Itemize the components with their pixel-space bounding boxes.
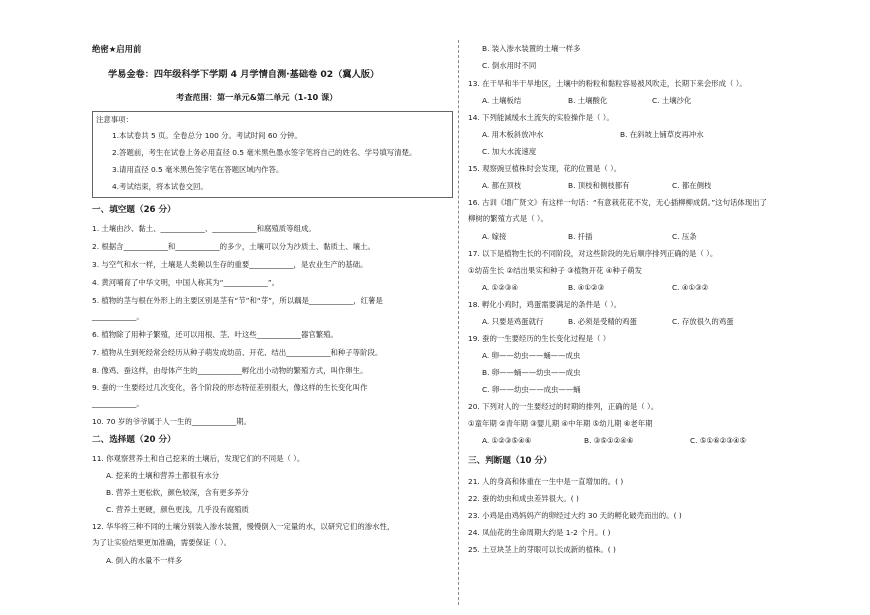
option: A. 都在顶枝 — [482, 181, 522, 190]
notice-item: 3.请用直径 0.5 毫米黑色签字笔在答题区域内作答。 — [112, 165, 284, 174]
question-8: 8. 像鸡、蚕这样，由母体产生的____________孵化出小动物的繁殖方式，叫作卵生。 — [92, 366, 368, 375]
column-divider — [458, 40, 459, 605]
question-17-items: ①幼苗生长 ②结出果实和种子 ③植物开花 ④种子萌发 — [468, 266, 642, 275]
secret-label: 绝密★启用前 — [92, 44, 142, 54]
question-7: 7. 植物从生到死经常会经历从种子萌发成幼苗、开花、结出____________和种子等阶段。 — [92, 348, 383, 357]
option: B. 顶枝和侧枝都有 — [568, 181, 630, 190]
question-20-items: ①童年期 ②青年期 ③婴儿期 ④中年期 ⑤幼儿期 ⑥老年期 — [468, 419, 653, 428]
question-3: 3. 与空气和水一样，土壤是人类赖以生存的重要____________，是农业生产的基础。 — [92, 260, 368, 269]
option: A. ①②③④ — [482, 283, 519, 292]
section-heading: 三、判断题（10 分） — [468, 456, 552, 466]
exam-scope: 考查范围：第一单元&第二单元（1-10 课） — [176, 92, 338, 102]
question-21: 21. 人的身高和体重在一生中是一直增加的。( ) — [468, 477, 624, 486]
question-18: 18. 孵化小鸡时，鸡蛋需要满足的条件是（ ）。 — [468, 300, 622, 309]
question-1: 1. 土壤由沙、黏土、____________、____________和腐殖质等组成。 — [92, 224, 316, 233]
question-9-blank: ____________。 — [92, 399, 144, 408]
option: B. 装入渗水装置的土壤一样多 — [482, 44, 581, 53]
question-10: 10. 70 岁的爷爷属于人一生的____________期。 — [92, 417, 251, 426]
option: A. 嫁接 — [482, 232, 507, 241]
option: A. 倒入的水量不一样多 — [106, 556, 183, 565]
option: A. 卵——幼虫——蛹——成虫 — [482, 351, 581, 360]
question-19: 19. 蚕的一生要经历的生长变化过程是（ ） — [468, 334, 611, 343]
option: A. 挖来的土壤和营养土都很有水分 — [106, 471, 220, 480]
notice-item: 2.答题前，考生在试卷上务必用直径 0.5 毫米黑色墨水签字笔将自己的姓名、学号填写清楚。 — [112, 148, 417, 157]
option: C. 压条 — [672, 232, 697, 241]
option: C. 营养土更硬，颜色更浅，几乎没有腐殖质 — [106, 505, 249, 514]
question-25: 25. 土豆块茎上的芽眼可以长成新的植株。( ) — [468, 545, 616, 554]
option: B. 土壤酸化 — [568, 96, 608, 105]
option: C. 倒水用时不同 — [482, 61, 537, 70]
question-15: 15. 观察豌豆植株时会发现，花的位置是（ ）。 — [468, 164, 622, 173]
question-13: 13. 在干旱和半干旱地区，土壤中的粉粒和黏粒容易被风吹走，长期下来会形成（ ）。 — [468, 79, 747, 88]
question-2: 2. 根据含____________和____________的多少，土壤可以分为沙质土、黏质土、壤土。 — [92, 242, 375, 251]
question-17: 17. 以下是植物生长的不同阶段，对这些阶段的先后顺序排列正确的是（ ）。 — [468, 249, 718, 258]
option: C. 土壤沙化 — [652, 96, 692, 105]
option: C. ④①③② — [672, 283, 709, 292]
question-12-cont: 为了让实验结果更加准确，需要保证（ ）。 — [92, 538, 232, 547]
notice-item: 1.本试卷共 5 页。全卷总分 100 分。考试时间 60 分钟。 — [112, 131, 302, 140]
question-4: 4. 黄河哺育了中华文明，中国人称其为“____________”。 — [92, 278, 280, 287]
option: B. ④①②③ — [568, 283, 605, 292]
question-22: 22. 蚕的幼虫和成虫差异很大。( ) — [468, 494, 579, 503]
option: C. 卵——幼虫——成虫——蛹 — [482, 385, 581, 394]
question-5-blank: ____________。 — [92, 312, 144, 321]
option: C. 都在侧枝 — [672, 181, 712, 190]
question-24: 24. 凤仙花的生命周期大约是 1-2 个月。( ) — [468, 528, 611, 537]
option: B. 必须是受精的鸡蛋 — [568, 317, 637, 326]
question-9: 9. 蚕的一生要经过几次变化，各个阶段的形态特征差别很大，像这样的生长变化叫作 — [92, 383, 368, 392]
option: C. 存放很久的鸡蛋 — [672, 317, 734, 326]
question-23: 23. 小鸡是由鸡妈妈产的卵经过大约 30 天的孵化破壳而出的。( ) — [468, 511, 682, 520]
section-heading: 一、填空题（26 分） — [92, 205, 176, 215]
option: A. 只要是鸡蛋就行 — [482, 317, 544, 326]
option: C. 加大水流速度 — [482, 147, 537, 156]
option: B. ③⑤①②④⑥ — [584, 436, 634, 445]
notice-heading: 注意事项： — [96, 115, 133, 124]
question-16-cont: 柳树的繁殖方式是（ ）。 — [468, 214, 548, 223]
option: A. 用木板斜放冲水 — [482, 130, 544, 139]
option: B. 在斜坡上铺草皮再冲水 — [620, 130, 704, 139]
question-16: 16. 古训《增广贤文》有这样一句话：“有意栽花花不发，无心插柳柳成荫。”这句话体现出了 — [468, 198, 767, 207]
option: A. ①②③⑤④⑥ — [482, 436, 532, 445]
section-heading: 二、选择题（20 分） — [92, 435, 176, 445]
question-12: 12. 华华将三种不同的土壤分别装入渗水装置，慢慢倒入一定量的水，以研究它们的渗水性， — [92, 522, 395, 531]
question-5: 5. 植物的茎与根在外形上的主要区别是茎有“节”和“芽”，所以藕是____________，红薯是 — [92, 296, 383, 305]
question-14: 14. 下列能減缓水土流失的实验操作是（ ）。 — [468, 113, 614, 122]
question-6: 6. 植物除了用种子繁殖，还可以用根、茎、叶这些____________器官繁殖。 — [92, 330, 338, 339]
option: C. ⑤①⑥②③④⑤ — [690, 436, 747, 445]
notice-item: 4.考试结束，将本试卷交回。 — [112, 182, 208, 191]
option: B. 扦插 — [568, 232, 593, 241]
exam-title: 学易金卷：四年级科学下学期 4 月学情自测·基础卷 02（冀人版） — [108, 69, 380, 80]
option: B. 卵——蛹——幼虫——成虫 — [482, 368, 581, 377]
question-20: 20. 下列对人的一生要经过的时期的排列，正确的是（ ）。 — [468, 402, 659, 411]
option: B. 营养土更松软，颜色较深，含有更多养分 — [106, 488, 249, 497]
question-11: 11. 你观察营养土和自己挖来的土壤后，发现它们的不同是（ ）。 — [92, 454, 305, 463]
option: A. 土壤板结 — [482, 96, 522, 105]
